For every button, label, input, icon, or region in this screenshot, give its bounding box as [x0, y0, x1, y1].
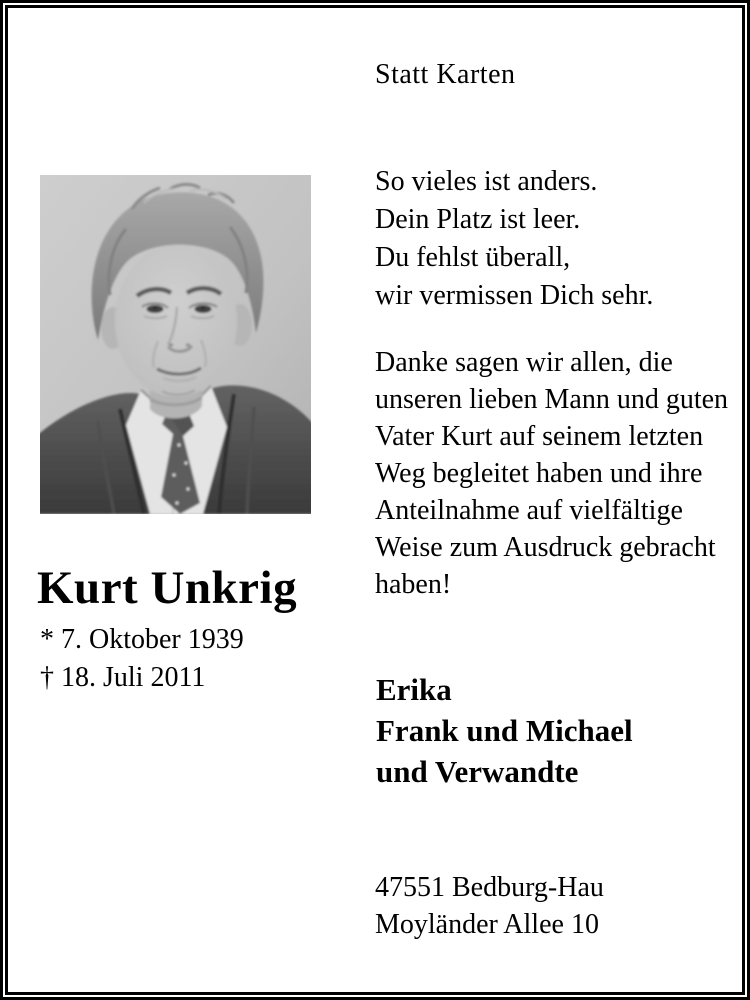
address-line: Moyländer Allee 10	[375, 909, 599, 940]
deceased-name: Kurt Unkrig	[37, 562, 298, 614]
birth-date-line: * 7. Oktober 1939	[40, 624, 244, 655]
verse-line: Dein Platz ist leer.	[375, 204, 581, 235]
thanks-line: Anteilnahme auf vielfältige	[375, 495, 683, 526]
verse-block	[375, 163, 653, 315]
thanks-block	[375, 344, 728, 603]
pre-header-statt-karten: Statt Karten	[375, 59, 516, 90]
death-date-line: † 18. Juli 2011	[40, 662, 206, 693]
portrait-photo-illustration	[40, 175, 311, 514]
portrait-photo	[40, 175, 311, 514]
verse-line: Du fehlst überall,	[375, 242, 571, 273]
thanks-line: Weise zum Ausdruck gebracht	[375, 532, 716, 563]
mourner-line: Erika	[376, 672, 452, 707]
thanks-line: haben!	[375, 569, 452, 600]
mourner-line: und Verwandte	[376, 754, 579, 789]
verse-line: So vieles ist anders.	[375, 166, 598, 197]
thanks-line: Danke sagen wir allen, die	[375, 347, 673, 378]
verse-line: wir vermissen Dich sehr.	[375, 280, 654, 311]
life-dates	[40, 621, 244, 697]
mourners-block	[376, 669, 633, 792]
thanks-line: Vater Kurt auf seinem letzten	[375, 421, 704, 452]
mourner-line: Frank und Michael	[376, 713, 633, 748]
thanks-line: Weg begleitet haben und ihre	[375, 458, 703, 489]
address-line: 47551 Bedburg-Hau	[375, 872, 604, 903]
address-block	[375, 869, 604, 943]
thanks-line: unseren lieben Mann und guten	[375, 384, 729, 415]
